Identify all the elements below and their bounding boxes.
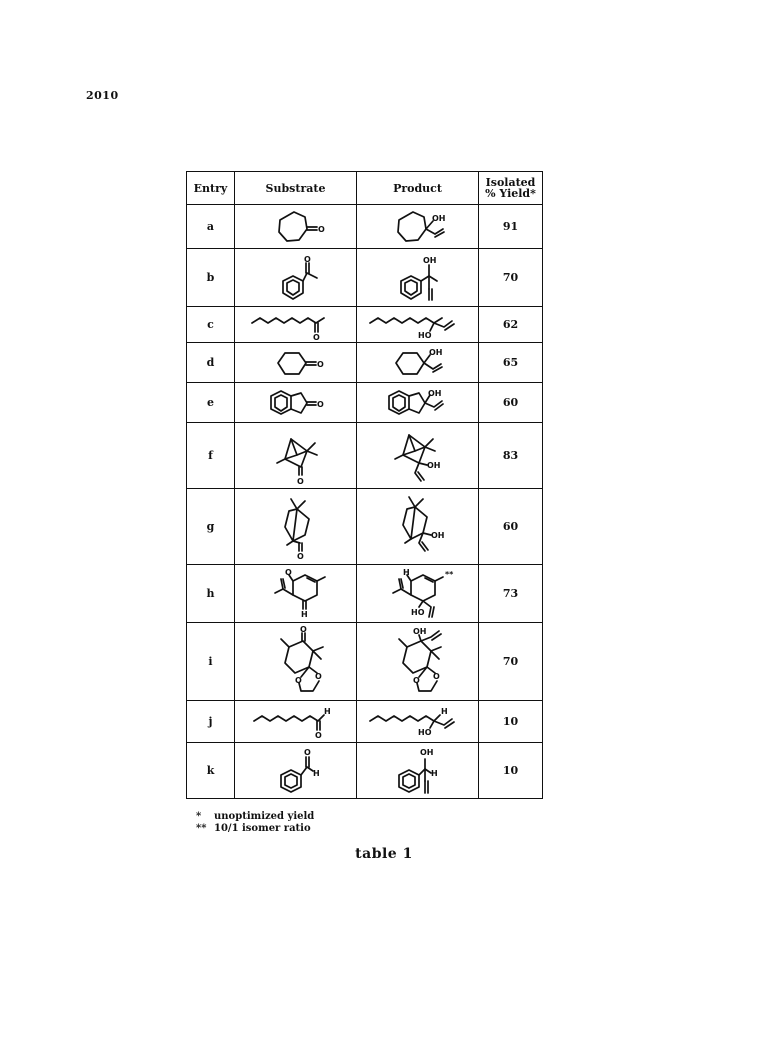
entry-label: d <box>187 343 235 383</box>
product-structure <box>357 205 479 249</box>
svg-text:H: H <box>323 706 331 716</box>
table-row <box>187 343 543 383</box>
results-table <box>186 171 543 799</box>
header-product: Product <box>357 172 479 205</box>
svg-text:O: O <box>303 254 311 264</box>
camphor-structure <box>241 491 351 563</box>
product-structure <box>357 489 479 565</box>
decenol-structure <box>360 703 476 741</box>
svg-text:OH: OH <box>426 460 440 470</box>
product-structure <box>357 423 479 489</box>
svg-text:HO: HO <box>410 607 424 617</box>
svg-text:OH: OH <box>412 626 426 636</box>
svg-text:O: O <box>432 671 440 681</box>
vinyl-cycloheptanol-structure <box>363 207 473 247</box>
page-number: 2010 <box>86 89 119 102</box>
entry-label: i <box>187 623 235 701</box>
svg-text:O: O <box>296 476 304 486</box>
svg-text:O: O <box>299 624 307 634</box>
product-structure <box>357 623 479 701</box>
header-yield-line2: % Yield* <box>485 187 536 200</box>
entry-label: h <box>187 565 235 623</box>
footnote-mark: ** <box>196 823 207 834</box>
vinyl-ketal-alcohol-structure <box>363 625 473 699</box>
svg-text:O: O <box>303 747 311 757</box>
substrate-structure <box>235 623 357 701</box>
svg-text:OH: OH <box>419 747 433 757</box>
footnote <box>196 811 314 823</box>
svg-text:O: O <box>316 399 324 409</box>
product-structure <box>357 383 479 423</box>
entry-label: f <box>187 423 235 489</box>
entry-label: j <box>187 701 235 743</box>
header-entry: Entry <box>187 172 235 205</box>
svg-text:H: H <box>440 706 448 716</box>
footnote-text: unoptimized yield <box>214 811 315 822</box>
entry-label: b <box>187 249 235 307</box>
svg-text:O: O <box>316 359 324 369</box>
fenchone-structure <box>241 425 351 487</box>
substrate-structure <box>235 701 357 743</box>
svg-text:O: O <box>412 675 420 685</box>
vinyl-octanol-structure <box>360 309 476 341</box>
header-yield <box>479 172 543 205</box>
yield-value: 83 <box>479 423 543 489</box>
acetophenone-structure <box>241 251 351 305</box>
header-yield-line1: Isolated <box>485 176 536 189</box>
yield-value: 65 <box>479 343 543 383</box>
vinyl-carveol-structure <box>363 567 473 621</box>
table-row <box>187 489 543 565</box>
substrate-structure <box>235 565 357 623</box>
svg-text:O: O <box>284 567 292 577</box>
cycloheptanone-structure <box>241 207 351 247</box>
yield-value: 62 <box>479 307 543 343</box>
cyclohexanone-structure <box>241 345 351 381</box>
yield-value: 10 <box>479 743 543 799</box>
svg-text:OH: OH <box>431 213 445 223</box>
footnote-text: 10/1 isomer ratio <box>214 823 311 834</box>
table-row <box>187 423 543 489</box>
svg-text:OH: OH <box>427 388 441 398</box>
svg-text:OH: OH <box>422 255 436 265</box>
vinyl-indanol-structure <box>363 385 473 421</box>
yield-value: 70 <box>479 623 543 701</box>
vinyl-fenchol-structure <box>363 425 473 487</box>
svg-text:H: H <box>430 768 438 778</box>
substrate-structure <box>235 205 357 249</box>
product-structure <box>357 343 479 383</box>
footnotes <box>196 811 314 835</box>
svg-text:H: H <box>312 768 320 778</box>
yield-value: 60 <box>479 383 543 423</box>
phenyl-allyl-alcohol-structure <box>363 745 473 797</box>
svg-text:O: O <box>312 332 320 341</box>
svg-text:O: O <box>294 675 302 685</box>
entry-label: e <box>187 383 235 423</box>
footnote <box>196 823 314 835</box>
table-row <box>187 383 543 423</box>
tertiary-allylic-alcohol-structure <box>363 251 473 305</box>
product-structure <box>357 307 479 343</box>
table-row <box>187 623 543 701</box>
table-row <box>187 701 543 743</box>
substrate-structure <box>235 489 357 565</box>
svg-text:O: O <box>296 551 304 561</box>
substrate-structure <box>235 343 357 383</box>
header-substrate: Substrate <box>235 172 357 205</box>
yield-value: 60 <box>479 489 543 565</box>
substrate-structure <box>235 423 357 489</box>
footnote-mark: * <box>196 811 202 822</box>
substrate-structure <box>235 743 357 799</box>
yield-value: 10 <box>479 701 543 743</box>
svg-text:O: O <box>314 671 322 681</box>
entry-label: a <box>187 205 235 249</box>
product-structure <box>357 565 479 623</box>
svg-text:HO: HO <box>417 330 431 340</box>
svg-text:OH: OH <box>428 347 442 357</box>
yield-value: 73 <box>479 565 543 623</box>
vinyl-borneol-structure <box>363 491 473 563</box>
yield-value: 91 <box>479 205 543 249</box>
table-row <box>187 249 543 307</box>
table-row <box>187 743 543 799</box>
product-structure <box>357 701 479 743</box>
svg-text:**: ** <box>444 569 453 579</box>
vinyl-cyclohexanol-structure <box>363 345 473 381</box>
entry-label: c <box>187 307 235 343</box>
entry-label: g <box>187 489 235 565</box>
table-row <box>187 307 543 343</box>
indanone-structure <box>241 385 351 421</box>
octanal-structure <box>238 703 354 741</box>
substrate-structure <box>235 249 357 307</box>
carvone-structure <box>241 567 351 621</box>
svg-text:H: H <box>300 609 308 619</box>
entry-label: k <box>187 743 235 799</box>
svg-text:O: O <box>314 730 322 740</box>
table-header-row <box>187 172 543 205</box>
substrate-structure <box>235 383 357 423</box>
results-table-container <box>186 171 542 799</box>
table-row <box>187 565 543 623</box>
octan-2-one-structure <box>238 309 354 341</box>
product-structure <box>357 743 479 799</box>
benzaldehyde-structure <box>241 745 351 797</box>
svg-text:HO: HO <box>417 727 431 737</box>
yield-value: 70 <box>479 249 543 307</box>
table-caption: table 1 <box>355 846 413 862</box>
ketal-ketone-structure <box>241 625 351 699</box>
substrate-structure <box>235 307 357 343</box>
table-row <box>187 205 543 249</box>
svg-text:H: H <box>402 567 410 577</box>
product-structure <box>357 249 479 307</box>
svg-text:OH: OH <box>430 530 444 540</box>
svg-text:O: O <box>317 224 325 234</box>
